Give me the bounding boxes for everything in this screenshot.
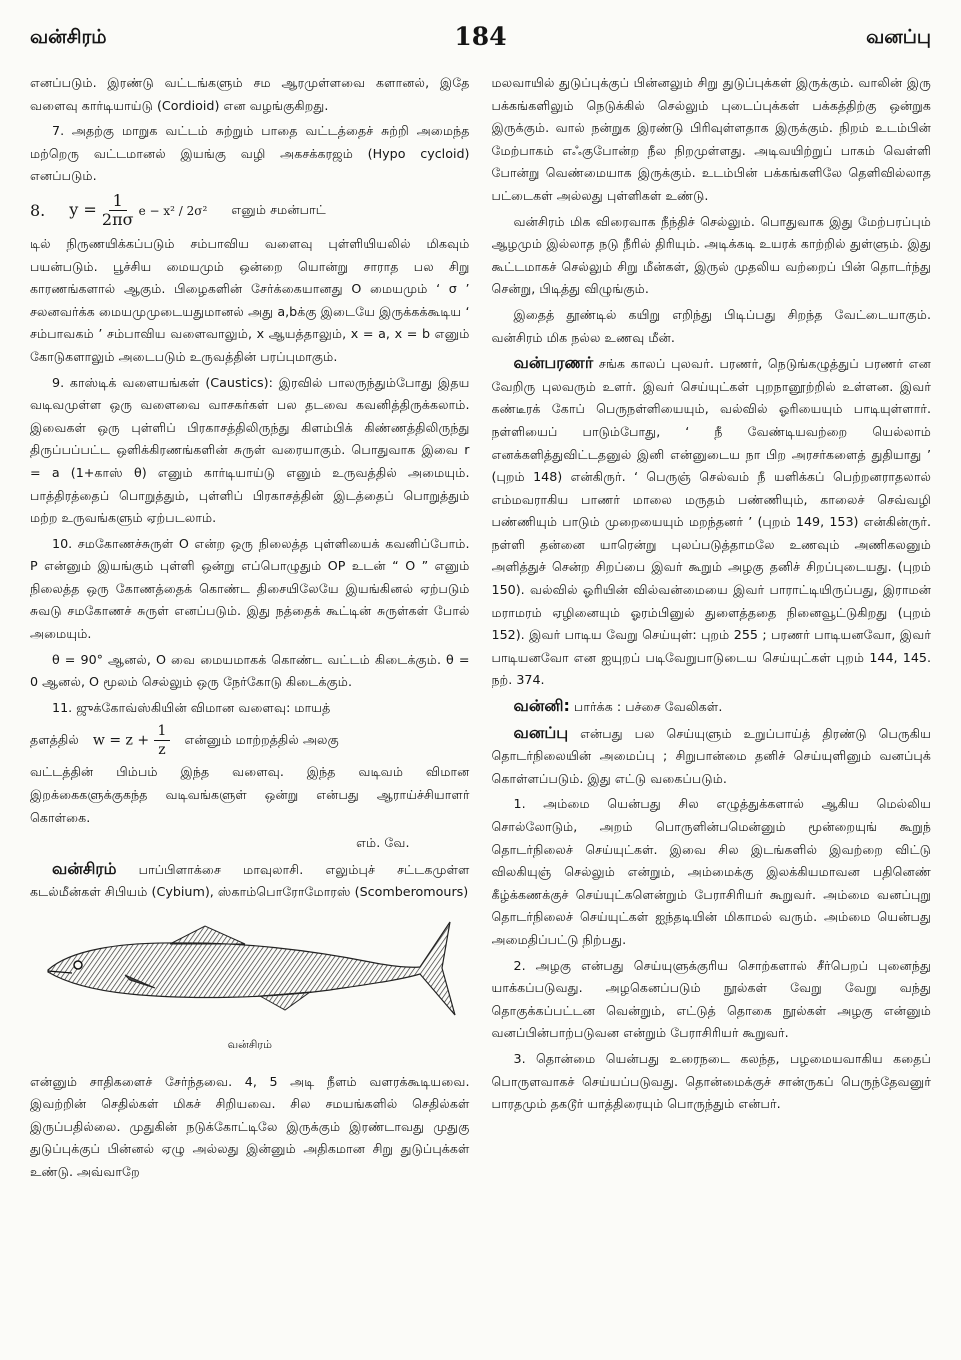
fish-eye [74, 961, 82, 969]
equation-number: 8. [30, 200, 46, 220]
paragraph: 3. தொன்மை யென்பது உரைநடை கலந்த, பழமையவாகிய கதைப் பொருளவாகச் செய்யப்படுவது. தொன்மைக்குச் சான்ருகப் பெருந்தேவனுர் பாரதமும் தகடூர் யாத்திரையும் பொருந்தும் என்பர். [491, 1050, 931, 1112]
entry-vanni [492, 695, 932, 719]
paragraph: வட்டத்தின் பிம்பம் இந்த வளைவு. இந்த வடிவம் விமான இறக்கைகளுக்குகந்த வடிவங்களுள் ஒன்று என்பது ஆராய்ச்சியாளர் கொள்கை. [30, 764, 470, 825]
equation-joukowski [30, 722, 470, 759]
entry-headword: வன்சிரம் [52, 858, 117, 878]
entry-vanparanar [492, 352, 932, 692]
page-header [30, 22, 931, 76]
equation-expression [69, 192, 207, 229]
entry-text: என்பது பல செய்யுளும் உறுப்பாய்த் திரண்டு பெருகிய தொடர்நிலையின் அமைப்பு ; சிறுபான்மை தனிச் செய்யுளினும் வனப்புக் கொள்ளப்படும். இது எட்டு வகைப்படும். [491, 725, 931, 786]
paragraph: 2. அழகு என்பது செய்யுளுக்குரிய சொற்களால் சீர்பெறப் புனைந்து யாக்கப்படுவது. அழகெனப்படும் நூல்கள் வேறு வேறு வந்து தொகுக்கப்பட்டன வென்றும், எட்டுத் தொகை நூல்கள் அழகு என்னும் வனப்பின்பாற்படுவன என்றும் பேராசிரியர் கூறுவர். [491, 957, 931, 1041]
paragraph: θ = 90° ஆனல், O வை மையமாகக் கொண்ட வட்டம் கிடைக்கும். θ = 0 ஆனல், O மூலம் செல்லும் ஒரு நேர்கோடு கிடைக்கும். [30, 651, 470, 690]
entry-headword: வன்பரணர் [513, 353, 594, 373]
entry-vanappu [492, 722, 932, 791]
entry-text: பாப்பிளாக்சை மாவுலாசி. எலும்புச் சட்டகமுள்ள கடல்மீன்கள் சிபியம் (Cybium), ஸ்காம்பொரோமோரஸ் (Scomberomours) [30, 861, 470, 900]
fish-illustration [30, 910, 470, 1030]
right-column [492, 72, 932, 1340]
equation-fraction [154, 722, 171, 759]
fraction-numerator: 1 [154, 722, 171, 741]
fraction-denominator: 2πσ [101, 209, 134, 229]
equation-lhs: y = [69, 199, 97, 219]
fraction-denominator: z [158, 742, 166, 759]
fish-dorsal-fin [170, 926, 245, 944]
entry-headword: வன்னி: [513, 696, 570, 716]
left-column [30, 72, 470, 1340]
paragraph: 11. ஜுக்கோவ்ஸ்கியின் விமான வளைவு: மாயத் [52, 699, 331, 715]
equation-fraction [102, 192, 134, 229]
author-signature: எம். வே. [356, 835, 410, 851]
paragraph: வன்சிரம் மிக விரைவாக நீந்திச் செல்லும். பொதுவாக இது மேற்பரப்பும் ஆழமும் இல்லாத நடு நீரில் திரியும். அடிக்கடி உயரக் காற்றில் துள்ளும். இது கூட்டமாகச் செல்லும் சிறு மீன்கள், இருல் முதலிய வற்றைப் பின் தொடர்ந்து சென்று, பிடித்து விழுங்கும். [491, 213, 931, 297]
equation-tail-text: எனும் சமன்பாட் [231, 201, 326, 217]
equation-expression [93, 722, 171, 759]
equation-suffix: என்னும் மாற்றத்தில் அலகு [184, 732, 339, 748]
fish-body [48, 922, 455, 1015]
paragraph: எனப்படும். இரண்டு வட்டங்களும் சம ஆரமுள்ளவை களானல், இதே வளைவு கார்டியாய்டு (Cordioid) என வழங்குகிறது. [30, 75, 470, 113]
paragraph: டில் நிருணயிக்கப்படும் சம்பாவிய வளைவு புள்ளியியலில் மிகவும் பயன்படும். பூச்சிய மையமும் ஒன்றை யொன்று சாராத பல சிறு காரணங்களால் ஆகும். பிழைகளின் சேர்க்கையானது O மையமும் ‘ σ ’ சலனவர்க்க மையமுமுடையதுமானல் அது a,bக்கு இடையே இருக்கக்கூடிய ‘ சம்பாவகம் ’ சம்பாவிய வளைவாலும், x ஆயத்தாலும், x = a, x = b எனும் கோடுகளாலும் அடைபடும் உருவத்தின் பரப்புமாகும். [30, 235, 470, 364]
paragraph: 1. அம்மை யென்பது சில எழுத்துக்களால் ஆகிய மெல்லிய சொல்லோடும், அறம் பொருளின்பமென்னும் மூன்றையுங் கூறுந் தொடர்நிலைச் செய்யுட்கள். இவை சில இடங்களில் இவற்றை விட்டு விலகியுஞ் செல்லும் என்றும், அம்மைக்கு இலக்கியமாவன பதினெண் கீழ்க்கணக்குச் செய்யுட்களென்றும் பேராசிரியர் கூறுவர். அம்மை வனப்புறு தொடர்நிலைச் செய்யுட்கள் ஐந்தடியின் மிகாமல் வரும். அம்மை யென்பது அமைதிப்பட்டு நிற்பது. [491, 796, 931, 947]
header-left-word: வன்சிரம் [30, 26, 107, 48]
equation-lhs: w = z + [92, 732, 150, 749]
entry-text: சங்க காலப் புலவர். பரணர், நெடுங்கழுத்துப் பரணர் என வேறிரு புலவரும் உளர். இவர் செய்யுட்கள் புறநானூற்றில் உள்ளன. இவர் கண்டீரக் கோப் பெருநள்ளியையும், வல்வில் ஓரியையும் பாடியுள்ளார். நள்ளியைப் பாடும்போது, ‘ நீ வேண்டியவற்றை யெல்லாம் எனக்களித்துவிட்டதனுல் இனி என்னுடைய நா பிற அரசர்களைத் துதியாது ’ (புறம் 148) என்கிருர். ‘ பெருஞ் செல்வம் நீ யளிக்கப் பெற்றனராதலால் எம்மவராகிய பாணர் மாலை மருதம் பண்ணியும், காலைச் செவ்வழி பண்ணியும் பாடும் முறையையும் மறந்தனர் ’ (புறம் 149, 153) என்கின்ருர். நள்ளி தன்னை யாரென்று புலப்படுத்தாமலே உணவும் அணிகலனும் அளித்துச் சென்ற சிறப்பை இவர் கூறும் அழகு தனிச் சிறப்புடையது. (புறம் 150). வல்வில் ஓரியின் வில்வன்மையை இவர் பாராட்டியிருப்பது, இராமன் மராமரம் ஏழினையும் ஓரம்பினுல் துளைத்ததை நினைவூட்டுகிறது (புறம் 152). இவர் பாடிய வேறு செய்யுள்: புறம் 255 ; பரணர் பாடியனவோ, இவர் பாடியனவோ என ஐயுறப் படிவேறுபாடுடைய செய்யுட்கள் புறம் 144, 145. நற். 374. [491, 356, 931, 688]
equation-exponent: e − x² / 2σ² [138, 203, 208, 218]
page-number: 184 [454, 22, 507, 51]
entry-headword: வனப்பு [513, 722, 569, 742]
paragraph: இதைத் தூண்டில் கயிறு எறிந்து பிடிப்பது சிறந்த வேட்டையாகும். வன்சிரம் மிக நல்ல உணவு மீன். [491, 306, 931, 345]
equation-prefix: தளத்தில் [30, 732, 79, 748]
fish-drawing [30, 910, 460, 1030]
figure-caption: வன்சிரம் [227, 1038, 272, 1051]
paragraph: 9. காஸ்டிக் வளையங்கள் (Caustics): இரவில் பாலருந்தும்போது இதய வடிவமுள்ள ஒரு வளைவை வாசகர்கள் பல தடவை கவனித்திருக்கலாம். இவைகள் ஒரு புள்ளிப் பிரகாசத்திலிருந்து கிளம்பிக் கிண்ணத்திலிருந்து திருப்பப்பட்ட ஒளிக்கிரணங்களின் சுருள் வரையாகும். பொதுவாக இவை r = a (1+காஸ் θ) எனும் கார்டியாய்டு எனும் உருவத்தில் அமையும். பாத்திரத்தைப் பொறுத்தும், புள்ளிப் பிரகாசத்தின் இடத்தைப் பொறுத்தும் மற்ற உருவங்களும் ஏற்படலாம். [30, 374, 470, 526]
fraction-numerator: 1 [109, 192, 127, 211]
text-columns [30, 72, 931, 1340]
paragraph: 7. அதற்கு மாறுக வட்டம் சுற்றும் பாதை வட்டத்தைச் சுற்றி அமைந்த மற்றெரு வட்டமானல் இயங்கு வழி அகசக்கரஜம் (Hypo cycloid) எனப்படும். [30, 123, 470, 184]
paragraph: 10. சமகோணச்சுருள் O என்ற ஒரு நிலைத்த புள்ளியைக் கவனிப்போம். P என்னும் இயங்கும் புள்ளி ஒன்று எப்பொழுதும் OP உடன் “ O ” எனும் நிலைத்த ஒரு கோணத்தைக் கொண்ட திசையிலேயே இயங்கினல் ஏற்படும் சுவடு சமகோணச் சுருள் எனப்படும். இது நத்தைக் கூட்டின் சுருள்கள் போல் அமையும். [30, 535, 470, 642]
header-right-word: வனப்பு [866, 26, 931, 48]
entry-text: பார்க்க : பச்சை வேலிகள். [573, 699, 723, 715]
paragraph: என்னும் சாதிகளைச் சேர்ந்தவை. 4, 5 அடி நீளம் வளரக்கூடியவை. இவற்றின் செதில்கள் மிகச் சிறியவை. சில சமயங்களில் செதில்கள் இருப்பதில்லை. முதுகின் நடுக்கோட்டிலே இருக்கும் இரண்டாவது முதுகு துடுப்புக்குப் பின்னல் ஏழு அல்லது இன்னும் அதிகமான சிறு துடுப்புக்கள் உண்டு. அவ்வாறே [30, 1073, 470, 1179]
paragraph: மலவாயில் துடுப்புக்குப் பின்னலும் சிறு துடுப்புக்கள் இருக்கும். வாலின் இரு பக்கங்களிலும் நெடுக்கில் செல்லும் புடைப்புக்கள் பக்கத்திற்கு ஒன்றுக இருக்கும். வால் நன்றுக இரண்டு பிரிவுள்ளதாக இருக்கும். நிறம் உடம்பின் மேற்பாகம் எஃகுபோன்ற நீல நிறமுள்ளது. அடிவயிற்றுப் பாகம் வெள்ளி போன்று வெண்மையாக இருக்கும். உடம்பின் பக்கங்களிலே தெளிவில்லாத பட்டைகள் அல்லது புள்ளிகள் உண்டு. [491, 75, 931, 203]
entry-vanjiram [30, 858, 470, 904]
equation-normal-curve [30, 192, 470, 229]
